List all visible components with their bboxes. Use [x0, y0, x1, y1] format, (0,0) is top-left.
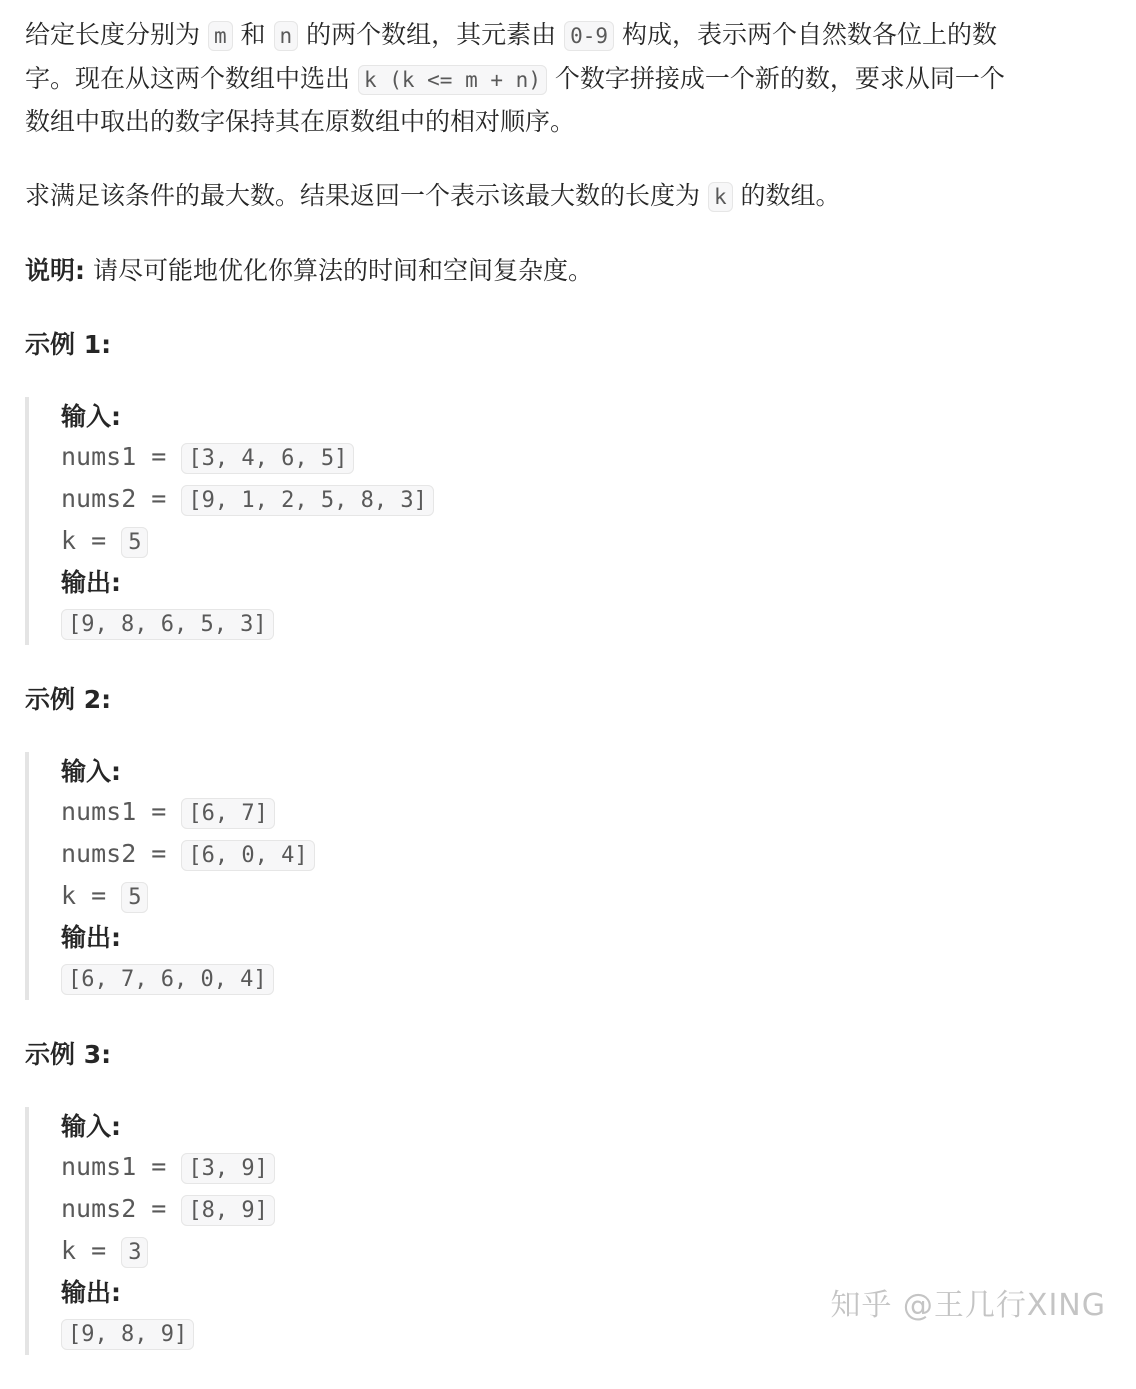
- nums2-label: nums2 =: [61, 838, 182, 868]
- nums2-value: [9, 1, 2, 5, 8, 3]: [181, 485, 433, 516]
- example-blockquote: [25, 397, 1130, 645]
- text: 个数字拼接成一个新的数，要求从同一个: [546, 63, 1005, 93]
- example-title: 示例 2:: [25, 684, 112, 714]
- intro-line: [25, 14, 1130, 58]
- nums1-label: nums1 =: [61, 441, 182, 471]
- k-label: k =: [61, 880, 122, 910]
- nums1-label: nums1 =: [61, 1151, 182, 1181]
- output-value: [9, 8, 6, 5, 3]: [61, 609, 274, 640]
- goal-paragraph: [25, 175, 1130, 219]
- k-label: k =: [61, 525, 122, 555]
- text: 给定长度分别为: [25, 20, 208, 49]
- output-label: 输出:: [61, 1277, 121, 1307]
- k-label: k =: [61, 1235, 122, 1265]
- inline-code: 0-9: [564, 21, 614, 51]
- input-label: 输入:: [61, 401, 121, 431]
- intro-paragraph: [25, 14, 1130, 143]
- example-blockquote: [25, 752, 1130, 1000]
- nums2-label: nums2 =: [61, 1193, 182, 1223]
- k-value: 3: [121, 1237, 148, 1268]
- note-text: 请尽可能地优化你算法的时间和空间复杂度。: [85, 256, 593, 285]
- intro-line: [25, 58, 1130, 102]
- output-label: 输出:: [61, 567, 121, 597]
- k-value: 5: [121, 527, 148, 558]
- example-title: 示例 3:: [25, 1039, 112, 1069]
- output-value: [9, 8, 9]: [61, 1319, 194, 1350]
- example-title: 示例 1:: [25, 329, 112, 359]
- text: 和: [232, 20, 274, 49]
- input-label: 输入:: [61, 1111, 121, 1141]
- nums1-value: [3, 9]: [181, 1153, 274, 1184]
- example: [25, 324, 1130, 645]
- nums2-value: [8, 9]: [181, 1195, 274, 1226]
- inline-code: k (k <= m + n): [358, 65, 547, 95]
- note-paragraph: [25, 250, 1130, 292]
- problem-description: [25, 14, 1130, 1389]
- output-value: [6, 7, 6, 0, 4]: [61, 964, 274, 995]
- inline-code: n: [274, 21, 299, 51]
- nums2-value: [6, 0, 4]: [181, 840, 314, 871]
- output-label: 输出:: [61, 922, 121, 952]
- text: 构成，表示两个自然数各位上的数: [614, 20, 997, 49]
- example: [25, 679, 1130, 1000]
- inline-code: k: [708, 182, 733, 212]
- k-value: 5: [121, 882, 148, 913]
- text: 的两个数组，其元素由: [298, 20, 565, 49]
- input-label: 输入:: [61, 756, 121, 786]
- text: 求满足该条件的最大数。结果返回一个表示该最大数的长度为: [25, 180, 708, 210]
- intro-line: 数组中取出的数字保持其在原数组中的相对顺序。: [25, 107, 576, 136]
- inline-code: m: [208, 21, 233, 51]
- text: 的数组。: [732, 180, 841, 210]
- text: 字。现在从这两个数组中选出: [25, 63, 358, 93]
- nums1-value: [3, 4, 6, 5]: [181, 443, 354, 474]
- zhihu-watermark: 知乎 @王几行XING: [830, 1288, 1106, 1323]
- note-label: 说明:: [25, 256, 85, 285]
- nums1-value: [6, 7]: [181, 798, 274, 829]
- nums2-label: nums2 =: [61, 483, 182, 513]
- nums1-label: nums1 =: [61, 796, 182, 826]
